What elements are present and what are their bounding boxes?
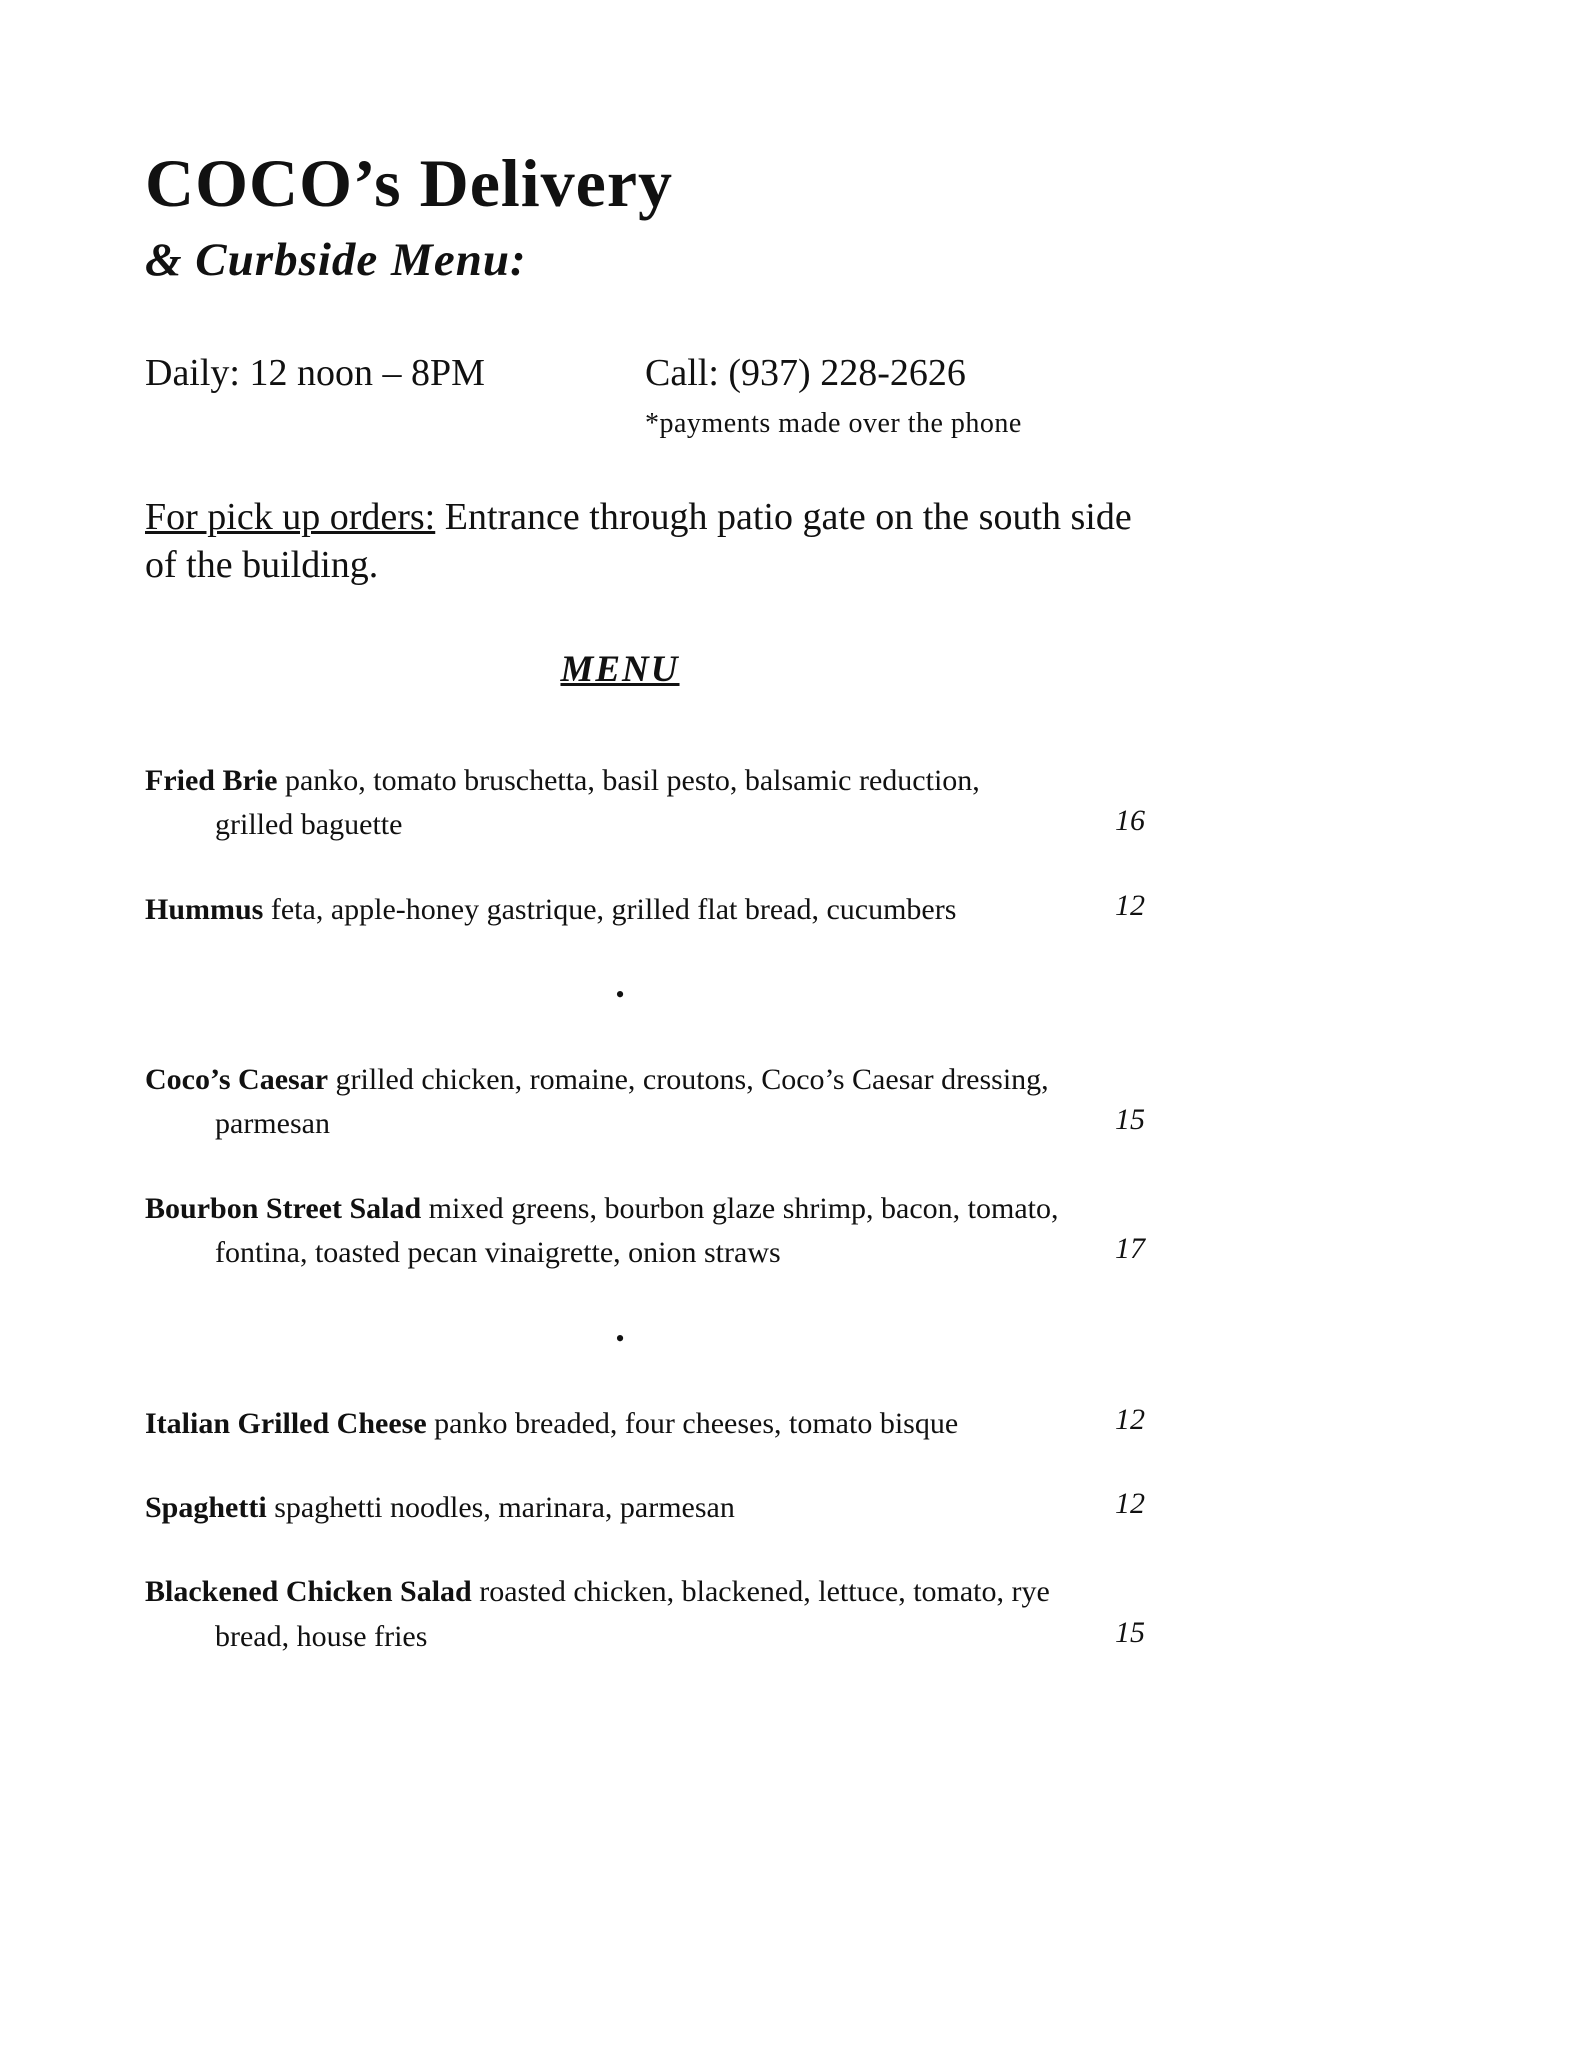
menu-item-description: feta, apple-honey gastrique, grilled flat bread, cucumbers [263, 892, 957, 926]
menu-item-name: Bourbon Street Salad [145, 1191, 422, 1225]
menu-item [145, 1058, 1145, 1147]
menu-item-description: roasted chicken, blackened, lettuce, tomato, rye bread, house fries [215, 1575, 1050, 1653]
payment-note: *payments made over the phone [645, 407, 1022, 439]
menu-item-name: Fried Brie [145, 763, 278, 797]
menu-item-price: 12 [1115, 1486, 1145, 1520]
menu-item-name: Spaghetti [145, 1490, 267, 1524]
menu-item-price: 15 [1115, 1103, 1145, 1137]
menu-heading: MENU [560, 648, 680, 690]
pickup-instructions [145, 493, 1135, 590]
menu-item-description: panko, tomato bruschetta, basil pesto, balsamic reduction, grilled baguette [215, 763, 980, 842]
menu-item-name: Italian Grilled Cheese [145, 1406, 427, 1440]
menu-item-price: 12 [1115, 1402, 1145, 1436]
menu-item-price: 12 [1115, 888, 1145, 922]
section-separator-dot: • [615, 980, 625, 1009]
page-subtitle: & Curbside Menu: [145, 234, 527, 287]
menu-item-description: spaghetti noodles, marinara, parmesan [266, 1490, 735, 1524]
call-block [645, 351, 1022, 440]
page-title: COCO’s Delivery [145, 145, 674, 221]
menu-item-price: 15 [1115, 1615, 1145, 1649]
pickup-label: For pick up orders: [145, 495, 436, 538]
menu-item [145, 1187, 1145, 1276]
phone-text: Call: (937) 228-2626 [645, 352, 966, 395]
pickup-text: Entrance through patio gate on the south side of the building. [145, 495, 1132, 587]
menu-item-name: Blackened Chicken Salad [145, 1575, 472, 1609]
menu-item [145, 759, 1145, 848]
menu-item [145, 1402, 1145, 1446]
menu-item [145, 1486, 1145, 1530]
menu-heading-wrap [145, 648, 1095, 691]
menu-item [145, 1570, 1145, 1659]
menu-item-name: Coco’s Caesar [145, 1063, 329, 1096]
menu-item-name: Hummus [145, 892, 264, 926]
hours-text: Daily: 12 noon – 8PM [145, 352, 485, 395]
menu-item [145, 888, 1145, 932]
info-row [145, 351, 1462, 440]
menu-item-price: 16 [1115, 804, 1145, 838]
section-separator-dot: • [615, 1323, 625, 1353]
menu-item-description: panko breaded, four cheeses, tomato bisque [426, 1406, 959, 1440]
menu-item-description: grilled chicken, romaine, croutons, Coco’s Caesar dressing, parmesan [215, 1063, 1049, 1141]
menu-item-price: 17 [1115, 1232, 1145, 1266]
menu-item-description: mixed greens, bourbon glaze shrimp, bacon, tomato, fontina, toasted pecan vinaigrette, onion straws [215, 1191, 1059, 1270]
menu-sections [145, 759, 1462, 1659]
